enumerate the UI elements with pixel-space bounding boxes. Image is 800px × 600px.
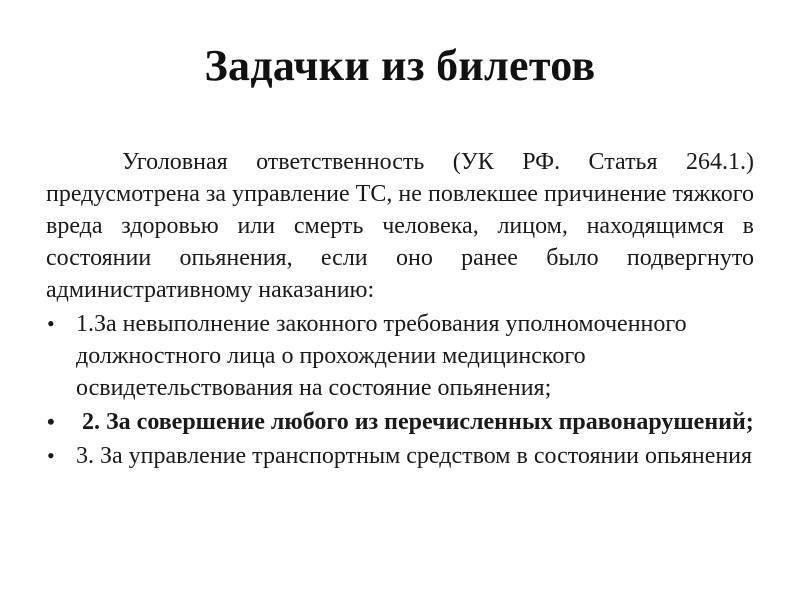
slide-body <box>46 146 754 472</box>
bullet-icon: • <box>47 443 55 468</box>
bullet-icon: • <box>47 409 55 434</box>
intro-paragraph: Уголовная ответственность (УК РФ. Статья 264.1.) предусмотрена за управление ТС, не повлекшее причинение тяжкого вреда здоровью или смерть человека, лицом, находящимся в состоянии опьянения, если оно ранее было подвергнуто административному наказанию: <box>46 149 754 303</box>
list-item-text: 2. За совершение любого из перечисленных правонарушений; <box>82 409 754 435</box>
answer-list <box>46 308 754 472</box>
list-item <box>46 406 754 438</box>
list-item <box>46 308 754 404</box>
list-item-text: 1.За невыполнение законного требования уполномоченного должностного лица о прохождении медицинского освидетельствования на состояние опьянения; <box>76 311 687 401</box>
bullet-icon: • <box>47 311 55 336</box>
slide-title: Задачки из билетов <box>204 41 596 90</box>
list-item <box>46 440 754 472</box>
list-item-text: 3. За управление транспортным средством в состоянии опьянения <box>76 443 753 469</box>
